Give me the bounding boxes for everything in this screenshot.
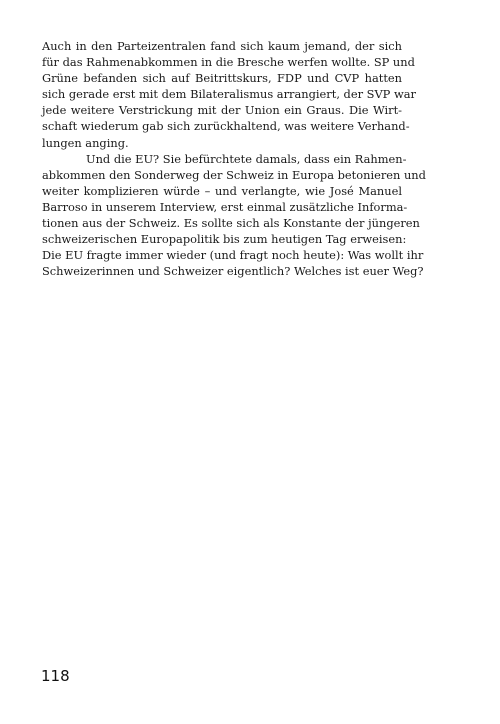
text-line: Barroso in unserem Interview, erst einmal zusätzliche Informa- bbox=[42, 199, 408, 214]
text-line: jede weitere Verstrickung mit der Union ein Graus. Die Wirt- bbox=[42, 103, 402, 118]
text-line: Schweizerinnen und Schweizer eigentlich? Welches ist euer Weg? bbox=[42, 264, 424, 279]
text-line: weiter komplizieren würde – und verlangte, wie José Manuel bbox=[42, 183, 402, 198]
text-line: sich gerade erst mit dem Bilateralismus arrangiert, der SVP war bbox=[42, 87, 416, 102]
paragraph-1 bbox=[42, 38, 416, 151]
paragraph-2 bbox=[42, 151, 426, 280]
text-line: abkommen den Sonderweg der Schweiz in Europa betonieren und bbox=[42, 167, 426, 182]
text-line: Und die EU? Sie befürchtete damals, dass ein Rahmen- bbox=[86, 151, 407, 166]
page-number: 118 bbox=[41, 667, 70, 685]
text-line: für das Rahmenabkommen in die Bresche werfen wollte. SP und bbox=[42, 55, 415, 70]
text-line: tionen aus der Schweiz. Es sollte sich als Konstante der jüngeren bbox=[42, 216, 420, 231]
text-line: lungen anging. bbox=[42, 135, 129, 150]
text-line: Die EU fragte immer wieder (und fragt noch heute): Was wollt ihr bbox=[42, 248, 424, 263]
text-line: Auch in den Parteizentralen fand sich kaum jemand, der sich bbox=[42, 39, 402, 53]
body-text bbox=[42, 38, 426, 279]
text-line: Grüne befanden sich auf Beitrittskurs, FDP und CVP hatten bbox=[42, 71, 402, 86]
text-line: schaft wiederum gab sich zurückhaltend, was weitere Verhand- bbox=[42, 119, 410, 134]
text-line: schweizerischen Europapolitik bis zum heutigen Tag erweisen: bbox=[42, 232, 407, 247]
